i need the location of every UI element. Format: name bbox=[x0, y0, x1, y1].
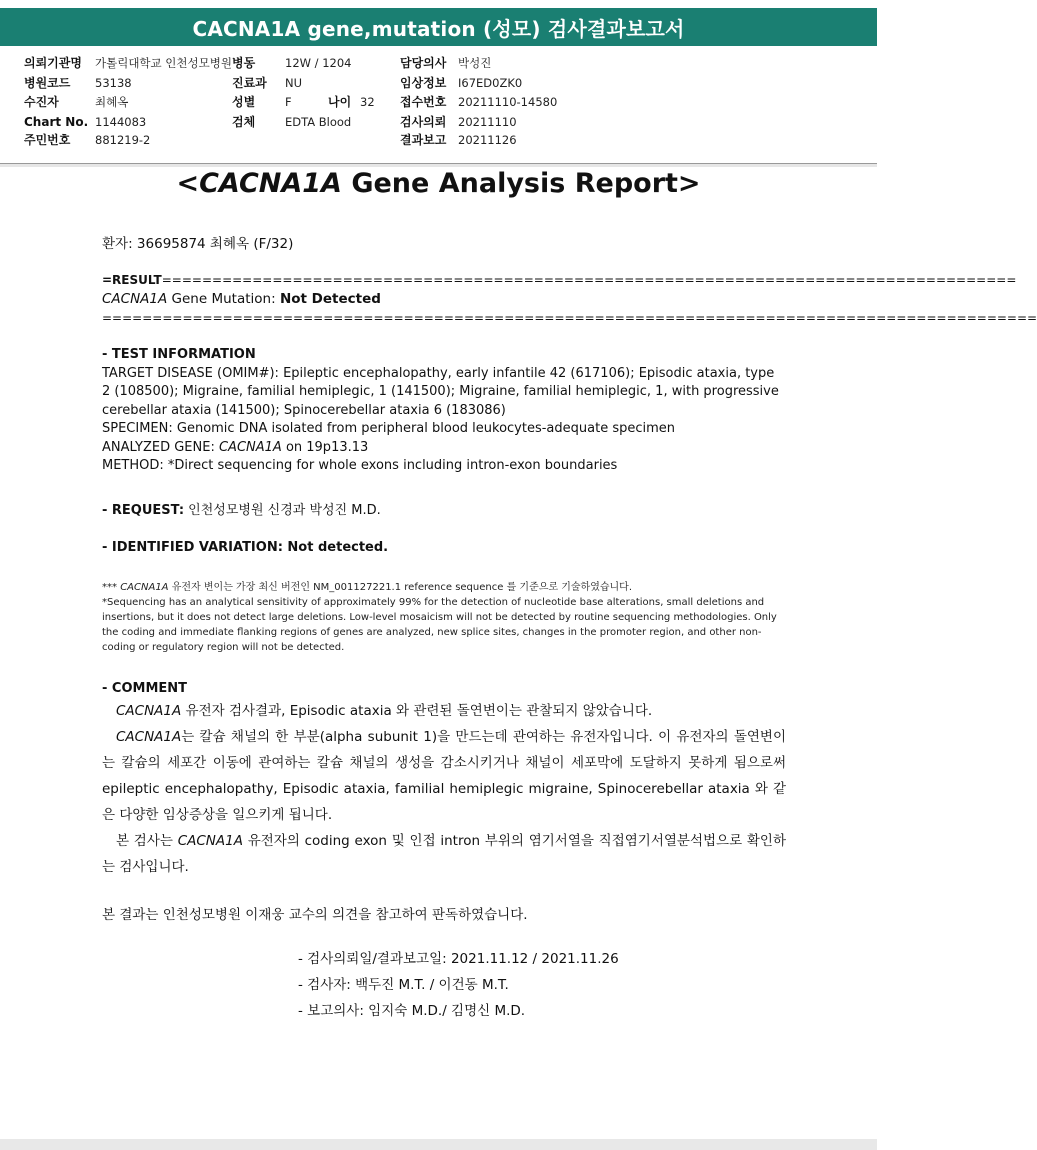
comment-3-gene: CACNA1A bbox=[177, 833, 243, 849]
reference-note-gene: CACNA1A bbox=[120, 582, 169, 593]
report-signoff bbox=[298, 946, 619, 1024]
receipt-no-label: 접수번호 bbox=[400, 95, 447, 109]
age-value: 32 bbox=[360, 95, 375, 109]
report-heading bbox=[0, 168, 877, 199]
comment-1-gene: CACNA1A bbox=[116, 703, 182, 719]
clinical-info-label: 임상정보 bbox=[400, 76, 447, 90]
analyzed-gene-location: on 19p13.13 bbox=[281, 439, 369, 455]
report-title-bar: CACNA1A gene,mutation (성모) 검사결과보고서 bbox=[0, 8, 877, 46]
analyzed-gene-label: ANALYZED GENE: bbox=[102, 439, 219, 455]
reference-note-text: 유전자 변이는 가장 최신 버전인 NM_001127221.1 reference sequence 를 기준으로 기술하였습니다. bbox=[168, 582, 633, 593]
report-heading-prefix: < bbox=[176, 168, 200, 199]
comment-2-text: 는 칼슘 채널의 한 부분(alpha subunit 1)을 만드는데 관여하는 유전자입니다. 이 유전자의 돌연변이는 칼슘의 세포간 이동에 관여하는 칼슘 채널의 생성을 감소시키거나 채널이 세포막에 도달하지 못하게 됨으로써 epileptic encephalopathy, Episodic ataxia, familial hemiplegic migraine, Spinocerebellar ataxia 와 같은 다양한 임상증상을 일으키게 됩니다. bbox=[102, 729, 786, 823]
request-line bbox=[102, 499, 786, 518]
request-label: - REQUEST: bbox=[102, 503, 185, 518]
comment-1-text: 유전자 검사결과, Episodic ataxia 와 관련된 돌연변이는 관찰되지 않았습니다. bbox=[181, 703, 653, 719]
specimen-label: 검체 bbox=[232, 115, 256, 129]
closing-statement: 본 결과는 인천성모병원 이재웅 교수의 의견을 참고하여 판독하였습니다. bbox=[102, 907, 528, 923]
physician-value: 박성진 bbox=[458, 56, 492, 70]
resident-no-label: 주민번호 bbox=[24, 133, 71, 147]
target-disease: TARGET DISEASE (OMIM#): Epileptic encephalopathy, early infantile 42 (617106); Episodic ataxia, type 2 (108500); Migraine, familial hemiplegic, 1 (141500); Migraine, familial hemiplegic, 1, with progressive cerebellar ataxia (141500); Spinocerebellar ataxia 6 (183086) bbox=[102, 365, 779, 418]
comment-paragraph-2 bbox=[102, 724, 786, 828]
hospital-code-label: 병원코드 bbox=[24, 76, 71, 90]
notes-section bbox=[102, 580, 786, 655]
reference-note bbox=[102, 580, 786, 595]
chart-no-value: 1144083 bbox=[95, 115, 147, 129]
sex-label: 성별 bbox=[232, 95, 256, 109]
specimen-info: SPECIMEN: Genomic DNA isolated from peripheral blood leukocytes-adequate specimen bbox=[102, 421, 676, 436]
comment-2-gene: CACNA1A bbox=[116, 729, 182, 745]
result-separator-bottom: ============================================================================================= bbox=[102, 311, 1037, 325]
patient-name-value: 최혜옥 bbox=[95, 95, 129, 109]
ward-value: 12W / 1204 bbox=[285, 56, 352, 70]
comment-3-text-b: 유전자의 coding exon 및 인접 intron 부위의 염기서열을 직접염기서열분석법으로 확인하는 검사입니다. bbox=[102, 833, 786, 875]
specimen-value: EDTA Blood bbox=[285, 115, 352, 129]
result-label: =RESULT bbox=[102, 273, 162, 287]
resident-no-value: 881219-2 bbox=[95, 133, 151, 147]
report-date-value: 20211126 bbox=[458, 133, 517, 147]
result-separator-top bbox=[102, 273, 1017, 287]
comment-paragraph-1 bbox=[102, 698, 786, 724]
sensitivity-note: *Sequencing has an analytical sensitivity of approximately 99% for the detection of nucleotide base alterations, small deletions and insertions, but it does not detect large deletions. Low-level mosaicism will not be detected by routine sequencing methodologies. Only the coding and immediate flanking regions of genes are analyzed, new splice sites, changes in the promoter region, and other non-coding or regulatory region will not be detected. bbox=[102, 597, 777, 653]
comment-3-text-a: 본 검사는 bbox=[116, 833, 178, 849]
reference-note-prefix: *** bbox=[102, 582, 121, 593]
request-date-value: 20211110 bbox=[458, 115, 517, 129]
result-text: Gene Mutation: bbox=[167, 291, 280, 307]
department-label: 진료과 bbox=[232, 76, 267, 90]
institution-value: 가톨릭대학교 인천성모병원 bbox=[95, 56, 232, 70]
method-info: METHOD: *Direct sequencing for whole exons including intron-exon boundaries bbox=[102, 458, 618, 473]
report-technicians: - 검사자: 백두진 M.T. / 이건동 M.T. bbox=[298, 977, 509, 993]
report-heading-gene: CACNA1A bbox=[199, 168, 342, 199]
comment-heading: - COMMENT bbox=[102, 681, 188, 696]
footer-bar bbox=[0, 1139, 877, 1150]
department-value: NU bbox=[285, 76, 303, 90]
result-gene: CACNA1A bbox=[102, 291, 168, 307]
test-info-heading: - TEST INFORMATION bbox=[102, 347, 256, 362]
report-date-label: 결과보고 bbox=[400, 133, 447, 147]
sex-value: F bbox=[285, 95, 292, 109]
comment-section bbox=[102, 680, 786, 880]
analyzed-gene bbox=[102, 439, 786, 458]
report-dates: - 검사의뢰일/결과보고일: 2021.11.12 / 2021.11.26 bbox=[298, 951, 619, 967]
clinical-info-value: I67ED0ZK0 bbox=[458, 76, 523, 90]
receipt-no-value: 20211110-14580 bbox=[458, 95, 558, 109]
age-label: 나이 bbox=[328, 95, 352, 109]
result-value: Not Detected bbox=[279, 291, 381, 307]
identified-variation bbox=[102, 540, 786, 555]
patient-line: 환자: 36695874 최혜옥 (F/32) bbox=[102, 236, 294, 252]
chart-no-label: Chart No. bbox=[24, 115, 89, 129]
report-heading-suffix: Gene Analysis Report> bbox=[341, 168, 701, 199]
identified-variation-text: - IDENTIFIED VARIATION: Not detected. bbox=[102, 540, 389, 555]
request-date-label: 검사의뢰 bbox=[400, 115, 447, 129]
physician-label: 담당의사 bbox=[400, 56, 447, 70]
result-fill: ===================================================================================== bbox=[161, 273, 1017, 287]
ward-label: 병동 bbox=[232, 56, 256, 70]
header-info-panel bbox=[0, 52, 877, 152]
request-value: 인천성모병원 신경과 박성진 M.D. bbox=[184, 503, 381, 518]
hospital-code-value: 53138 bbox=[95, 76, 132, 90]
patient-name-label: 수진자 bbox=[24, 95, 59, 109]
comment-paragraph-3 bbox=[102, 828, 786, 880]
header-divider-shadow bbox=[0, 164, 877, 167]
result-summary bbox=[102, 291, 786, 307]
test-information-section bbox=[102, 346, 786, 476]
report-physicians: - 보고의사: 임지숙 M.D./ 김명신 M.D. bbox=[298, 1003, 526, 1019]
institution-label: 의뢰기관명 bbox=[24, 56, 82, 70]
analyzed-gene-name: CACNA1A bbox=[218, 439, 282, 455]
